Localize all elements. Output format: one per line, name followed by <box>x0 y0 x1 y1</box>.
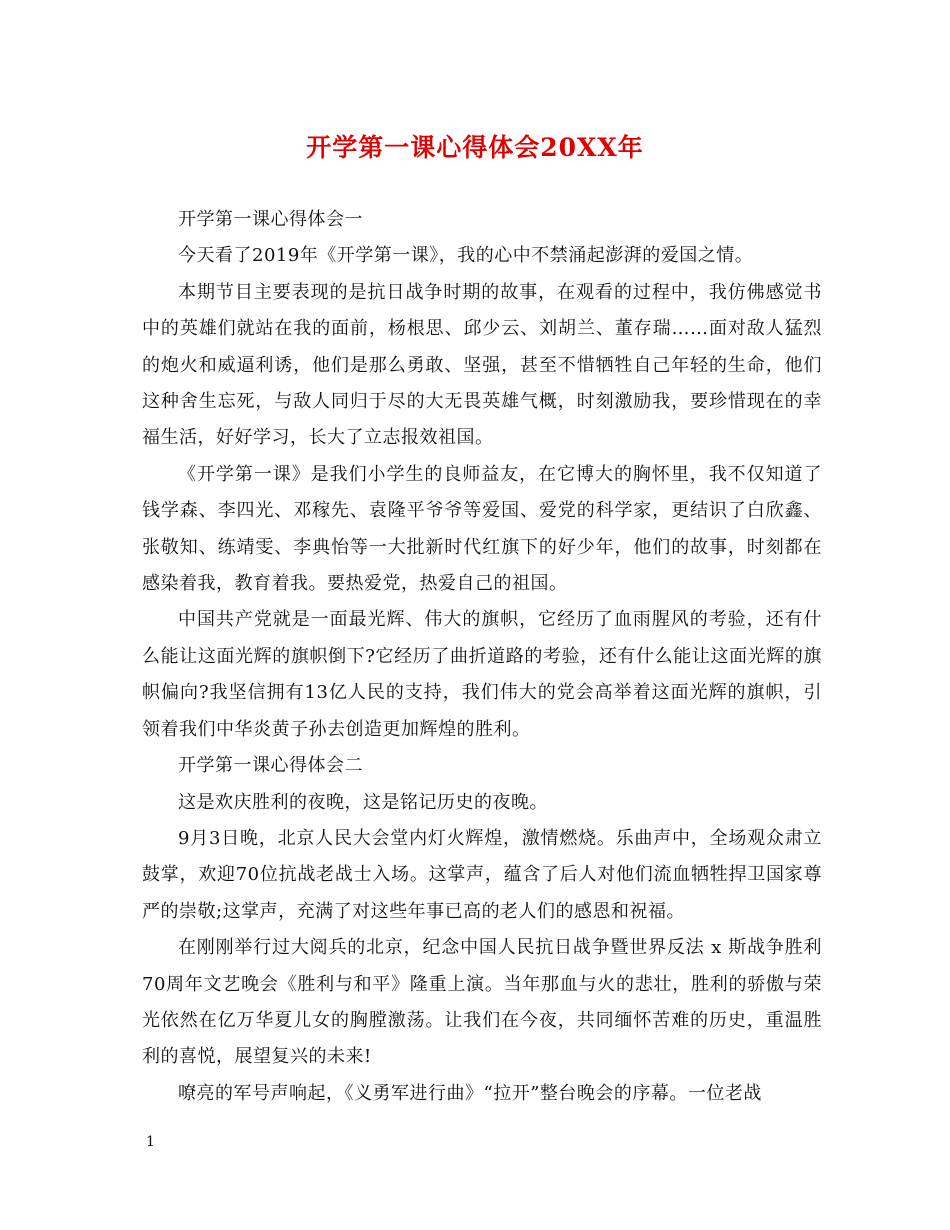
paragraph: 本期节目主要表现的是抗日战争时期的故事，在观看的过程中，我仿佛感觉书中的英雄们就站在我的面前，杨根思、邱少云、刘胡兰、董存瑞……面对敌人猛烈的炮火和威逼利诱，他们是那么勇敢、坚强，甚至不惜牺牲自己年轻的生命，他们这种舍生忘死，与敌人同归于尽的大无畏英雄气概，时刻激励我，要珍惜现在的幸福生活，好好学习，长大了立志报效祖国。 <box>142 281 822 449</box>
paragraph: 9月3日晚，北京人民大会堂内灯火辉煌，激情燃烧。乐曲声中，全场观众肃立鼓掌，欢迎70位抗战老战士入场。这掌声，蕴含了后人对他们流血牺牲捍卫国家尊严的崇敬;这掌声，充满了对这些年事已高的老人们的感恩和祝福。 <box>142 827 822 922</box>
paragraph: 嘹亮的军号声响起，《义勇军进行曲》“拉开”整台晚会的序幕。一位老战 <box>178 1082 762 1104</box>
section-heading-two: 开学第一课心得体会二 <box>178 755 363 777</box>
paragraph: 中国共产党就是一面最光辉、伟大的旗帜，它经历了血雨腥风的考验，还有什么能让这面光辉的旗帜倒下?它经历了曲折道路的考验，还有什么能让这面光辉的旗帜偏向?我坚信拥有13亿人民的支持，我们伟大的党会高举着这面光辉的旗帜，引领着我们中华炎黄子孙去创造更加辉煌的胜利。 <box>142 609 822 740</box>
paragraph: 今天看了2019年《开学第一课》，我的心中不禁涌起澎湃的爱国之情。 <box>178 245 754 267</box>
document-title: 开学第一课心得体会20XX年 <box>306 133 644 162</box>
paragraph: 在刚刚举行过大阅兵的北京，纪念中国人民抗日战争暨世界反法 x 斯战争胜利70周年文艺晚会《胜利与和平》隆重上演。当年那血与火的悲壮，胜利的骄傲与荣光依然在亿万华夏儿女的胸膛激荡。让我们在今夜，共同缅怀苦难的历史，重温胜利的喜悦，展望复兴的未来! <box>142 937 822 1068</box>
page-number: 1 <box>146 1134 155 1150</box>
document-body <box>142 202 822 1112</box>
paragraph: 这是欢庆胜利的夜晚，这是铭记历史的夜晚。 <box>178 791 548 813</box>
paragraph: 《开学第一课》是我们小学生的良师益友，在它博大的胸怀里，我不仅知道了钱学森、李四光、邓稼先、袁隆平爷爷等爱国、爱党的科学家，更结识了白欣鑫、张敬知、练靖雯、李典怡等一大批新时代红旗下的好少年，他们的故事，时刻都在感染着我，教育着我。要热爱党，热爱自己的祖国。 <box>142 463 822 595</box>
section-heading-one: 开学第一课心得体会一 <box>178 209 363 230</box>
